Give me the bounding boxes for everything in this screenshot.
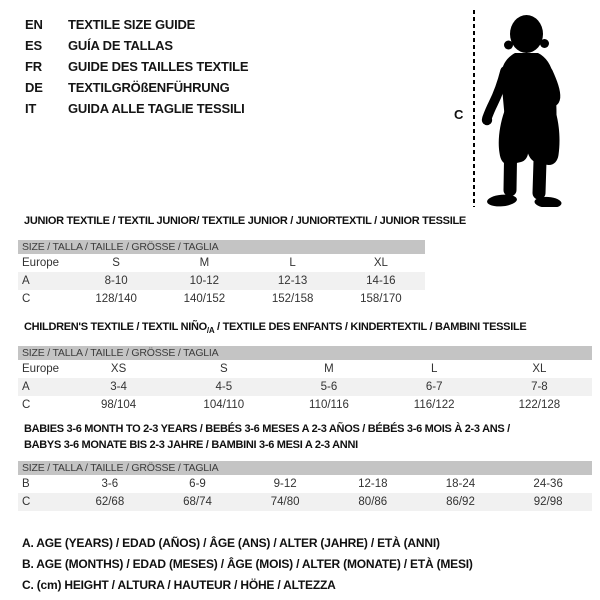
table-title-line: BABIES 3-6 MONTH TO 2-3 YEARS / BEBÉS 3-6 MESES A 2-3 AÑOS / BÉBÉS 3-6 MOIS À 2-3 ANS /	[24, 423, 510, 435]
language-code: DE	[25, 80, 43, 95]
language-title: TEXTILE SIZE GUIDE	[68, 17, 196, 32]
size-header-band: SIZE / TALLA / TAILLE / GRÖSSE / TAGLIA	[18, 346, 592, 360]
language-row	[25, 14, 248, 35]
size-cell: 5-6	[320, 381, 338, 393]
size-cell: L	[289, 257, 296, 269]
row-label: C	[22, 399, 31, 411]
height-measure-label: C	[454, 107, 464, 122]
legend-line: B. AGE (MONTHS) / EDAD (MESES) / ÂGE (MOIS) / ALTER (MONATE) / ETÀ (MESI)	[22, 557, 473, 571]
table-title-line: CHILDREN'S TEXTILE / TEXTIL $NIÑO_{/A}$ / TEXTILE DES ENFANTS / KINDERTEXTIL / BAMBINI TESSILE	[24, 321, 527, 336]
size-header-band: SIZE / TALLA / TAILLE / GRÖSSE / TAGLIA	[18, 240, 425, 254]
legend-line: C. (cm) HEIGHT / ALTURA / HAUTEUR / HÖHE / ALTEZZA	[22, 578, 336, 592]
size-cell: 4-5	[215, 381, 233, 393]
size-header-band: SIZE / TALLA / TAILLE / GRÖSSE / TAGLIA	[18, 461, 592, 475]
size-cell: 140/152	[183, 293, 226, 305]
language-code: FR	[25, 59, 42, 74]
size-table-grid	[18, 254, 425, 308]
language-row	[25, 77, 248, 98]
language-row	[25, 98, 248, 119]
junior-size-table	[18, 240, 425, 308]
language-title: GUIDA ALLE TAGLIE TESSILI	[68, 101, 245, 116]
size-cell: 62/68	[95, 496, 125, 508]
size-cell: 98/104	[101, 399, 137, 411]
row-label: B	[22, 478, 30, 490]
size-cell: 86/92	[446, 496, 475, 508]
size-cell: 12-18	[358, 478, 388, 490]
size-cell: XL	[373, 257, 388, 269]
legend-line: A. AGE (YEARS) / EDAD (AÑOS) / ÂGE (ANS) / ALTER (JAHRE) / ETÀ (ANNI)	[22, 536, 440, 550]
size-cell: 104/110	[203, 399, 245, 411]
babies-size-table	[18, 461, 592, 511]
row-label: C	[22, 293, 31, 305]
size-cell: M	[324, 363, 334, 375]
size-cell: 9-12	[273, 478, 297, 490]
size-cell: 3-4	[110, 381, 127, 393]
size-cell: 12-13	[277, 275, 308, 287]
size-cell: 3-6	[101, 478, 119, 490]
size-cell: XL	[532, 363, 547, 375]
row-label: A	[22, 275, 30, 287]
children-table-title	[24, 321, 526, 335]
row-label: Europe	[22, 363, 60, 375]
measurement-legend	[22, 533, 473, 596]
size-cell: S	[219, 363, 228, 375]
size-cell: 18-24	[445, 478, 476, 490]
size-cell: 10-12	[189, 275, 220, 287]
table-row	[18, 290, 425, 308]
language-row	[25, 35, 248, 56]
table-row	[18, 475, 592, 493]
size-cell: 116/122	[413, 399, 455, 411]
table-row	[18, 254, 425, 272]
size-cell: 7-8	[531, 381, 548, 393]
size-table-grid	[18, 360, 592, 414]
size-cell: M	[199, 257, 210, 269]
language-code: EN	[25, 17, 43, 32]
size-cell: 74/80	[270, 496, 300, 508]
language-header-block	[25, 14, 248, 119]
size-cell: 8-10	[104, 275, 128, 287]
language-code: ES	[25, 38, 42, 53]
table-title-line: JUNIOR TEXTILE / TEXTIL JUNIOR/ TEXTILE JUNIOR / JUNIORTEXTIL / JUNIOR TESSILE	[24, 215, 466, 227]
language-title: GUÍA DE TALLAS	[68, 38, 173, 53]
size-cell: 158/170	[360, 293, 402, 305]
table-title-line: BABYS 3-6 MONATE BIS 2-3 JAHRE / BAMBINI 3-6 MESI A 2-3 ANNI	[24, 439, 358, 451]
size-cell: XS	[110, 363, 127, 375]
language-title: GUIDE DES TAILLES TEXTILE	[68, 59, 249, 74]
language-code: IT	[25, 101, 37, 116]
table-row	[18, 378, 592, 396]
size-table-grid	[18, 475, 592, 511]
table-row	[18, 493, 592, 511]
size-cell: 92/98	[533, 496, 563, 508]
size-cell: 68/74	[183, 496, 212, 508]
size-cell: 14-16	[366, 275, 396, 287]
table-row	[18, 272, 425, 290]
size-cell: 24-36	[533, 478, 563, 490]
language-title: TEXTILGRÖßENFÜHRUNG	[68, 80, 230, 95]
size-cell: 122/128	[518, 399, 561, 411]
size-cell: 6-7	[425, 381, 443, 393]
language-row	[25, 56, 248, 77]
size-cell: S	[112, 257, 120, 269]
size-cell: L	[430, 363, 438, 375]
height-measure-dashed-line	[473, 10, 475, 207]
size-cell: 152/158	[271, 293, 314, 305]
babies-table-title	[24, 421, 510, 453]
size-cell: 6-9	[189, 478, 206, 490]
size-cell: 128/140	[95, 293, 137, 305]
size-cell: 110/116	[309, 399, 349, 411]
children-size-table	[18, 346, 592, 414]
toddler-silhouette-icon	[479, 5, 567, 207]
table-row	[18, 360, 592, 378]
table-row	[18, 396, 592, 414]
row-label: A	[22, 381, 30, 393]
row-label: C	[22, 496, 31, 508]
size-cell: 80/86	[358, 496, 388, 508]
row-label: Europe	[22, 257, 60, 269]
junior-table-title	[24, 215, 466, 227]
